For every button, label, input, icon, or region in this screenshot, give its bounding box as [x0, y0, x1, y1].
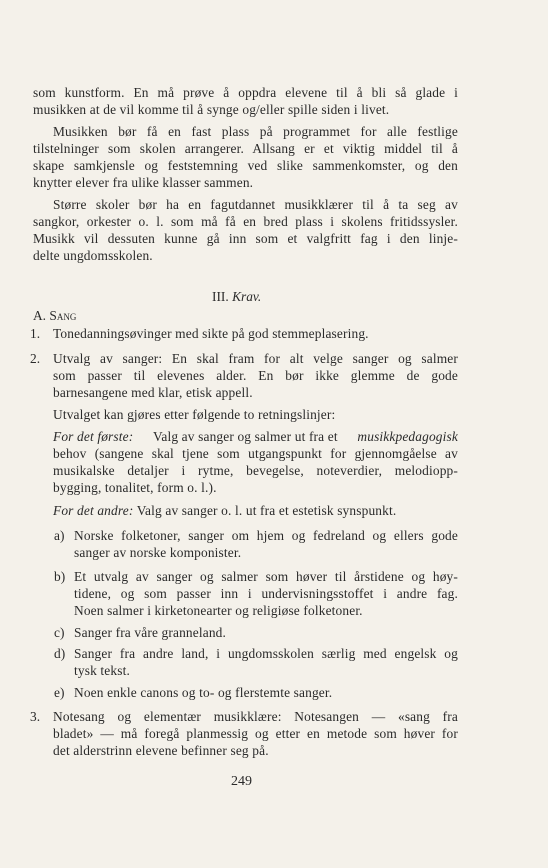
text-line: tilstelninger som skolen arrangerer. Allsang er et viktig middel til å: [33, 141, 458, 156]
item-text: Utvalg av sanger: En skal fram for alt velge sanger og salmer: [53, 351, 458, 366]
subitem-text: tidene, og som passer inn i undervisningsstoffet i andre fag.: [74, 586, 458, 601]
subitem-letter: e): [54, 685, 65, 700]
first-criterion-text: Valg av sanger og salmer ut fra et: [153, 429, 338, 444]
text-line: delte ungdomsskolen.: [33, 248, 153, 263]
text-line: sangkor, orkester o. l. som må få en bred plass i skolens fritidssysler.: [33, 214, 458, 229]
text-line: musikken at de vil komme til å synge og/eller spille siden i livet.: [33, 102, 390, 117]
subitem-text: Et utvalg av sanger og salmer som høver til årstidene og høy-: [74, 569, 458, 584]
item-text: bladet» — må foregå planmessig og etter en metode som høver for: [53, 726, 458, 741]
text-line: bygging, tonalitet, form o. l.).: [53, 480, 217, 495]
item-number: 3.: [30, 709, 41, 724]
subsection-heading: [33, 307, 76, 324]
subitem-letter: b): [54, 569, 66, 584]
subitem-letter: a): [54, 528, 65, 543]
item-text: barnesangene med klar, etisk appell.: [53, 385, 253, 400]
page-number: 249: [231, 774, 252, 789]
first-criterion-line: [53, 428, 458, 445]
subitem-text: Norske folketoner, sanger om hjem og fedreland og ellers gode: [74, 528, 458, 543]
text-line: Større skoler bør ha en fagutdannet musikklærer til å ta seg av: [53, 197, 458, 212]
guide-line: Utvalget kan gjøres etter følgende to retningslinjer:: [53, 407, 336, 422]
item-number: 2.: [30, 351, 41, 366]
subsection-letter: A.: [33, 308, 47, 323]
first-criterion-emph: musikkpedagogisk: [357, 429, 458, 444]
subitem-text: Noen salmer i kirketonearter og religiøse folketoner.: [74, 603, 363, 618]
subitem-text: Sanger fra andre land, i ungdomsskolen særlig med engelsk og: [74, 646, 458, 661]
item-text: som passer til elevenes alder. En bør ikke glemme de gode: [53, 368, 458, 383]
second-criterion-line: [53, 502, 396, 519]
text-line: Musikk vil dessuten kunne gå inn som et valgfritt fag i den linje-: [33, 231, 458, 246]
first-criterion-label: For det første:: [53, 429, 134, 444]
subitem-text: Sanger fra våre granneland.: [74, 625, 227, 640]
text-line: knytter elever fra ulike klasser sammen.: [33, 175, 254, 190]
item-number: 1.: [30, 326, 41, 341]
text-line: skape samkjensle og feststemning ved slike sammenkomster, og den: [33, 158, 458, 173]
text-line: som kunstform. En må prøve å oppdra elevene til å bli så glade i: [33, 85, 458, 100]
item-text: det alderstrinn elevene befinner seg på.: [53, 743, 269, 758]
text-line: musikalske detaljer i rytme, bevegelse, noteverdier, melodiopp-: [53, 463, 458, 478]
subitem-text: Noen enkle canons og to- og flerstemte sanger.: [74, 685, 333, 700]
second-criterion-label: For det andre:: [53, 503, 134, 518]
subitem-text: tysk tekst.: [74, 663, 130, 678]
subsection-title: Sang: [49, 308, 77, 323]
subitem-letter: c): [54, 625, 65, 640]
section-number: III.: [212, 289, 229, 304]
subitem-text: sanger av norske komponister.: [74, 545, 242, 560]
text-line: behov (sangene skal tjene som utgangspunkt for gjennomgåelse av: [53, 446, 458, 461]
section-title: Krav.: [232, 289, 262, 304]
item-text: Tonedanningsøvinger med sikte på god stemmeplasering.: [53, 326, 369, 341]
section-heading: [212, 288, 261, 305]
item-text: Notesang og elementær musikklære: Notesangen — «sang fra: [53, 709, 458, 724]
text-line: Musikken bør få en fast plass på programmet for alle festlige: [53, 124, 458, 139]
second-criterion-text: Valg av sanger o. l. ut fra et estetisk synspunkt.: [136, 503, 397, 518]
subitem-letter: d): [54, 646, 66, 661]
